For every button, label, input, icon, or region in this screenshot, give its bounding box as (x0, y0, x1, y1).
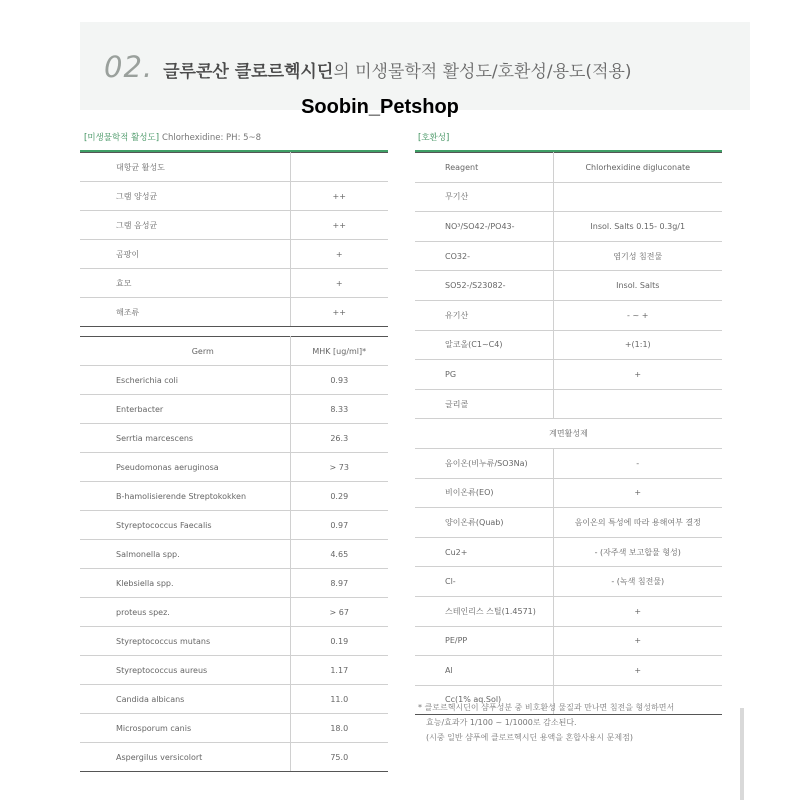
right-section-label (418, 131, 449, 143)
reagent-name: 음이온(비누류/SO3Na) (415, 448, 553, 478)
compat-header-row (415, 153, 722, 183)
mhk-value: > 73 (290, 453, 388, 482)
germ-name: Aspergilus versicolort (80, 743, 290, 772)
germ-name: Microsporum canis (80, 714, 290, 743)
title-rest: 의 미생물학적 활성도/호환성/용도(적용) (333, 62, 632, 82)
reagent-name: 스테인리스 스틸(1.4571) (415, 596, 553, 626)
compat-row (415, 656, 722, 686)
compat-row (415, 182, 722, 212)
reagent-value: - ~ + (553, 300, 722, 330)
activity-value: ++ (290, 211, 388, 240)
compat-row (415, 360, 722, 390)
compat-row (415, 241, 722, 271)
mhk-table (80, 336, 388, 772)
mhk-row (80, 656, 388, 685)
reagent-value: + (553, 596, 722, 626)
germ-name: Salmonella spp. (80, 540, 290, 569)
compat-row (415, 478, 722, 508)
reagent-name: 양이온류(Quab) (415, 508, 553, 538)
mhk-value: 18.0 (290, 714, 388, 743)
reagent-value: Insol. Salts 0.15- 0.3g/1 (553, 212, 722, 242)
mhk-row (80, 540, 388, 569)
reagent-name: 알코올(C1~C4) (415, 330, 553, 360)
reagent-value: + (553, 478, 722, 508)
mhk-row (80, 569, 388, 598)
reagent-name: 비이온류(EO) (415, 478, 553, 508)
germ-name: B-hamolisierende Streptokokken (80, 482, 290, 511)
reagent-value: 음이온의 특성에 따라 용해여부 결정 (553, 508, 722, 538)
compat-label-ko: [호환성] (418, 133, 450, 143)
reagent-value: + (553, 360, 722, 390)
footnote (418, 700, 674, 745)
reagent-name: Cu2+ (415, 537, 553, 567)
mhk-value: 8.33 (290, 395, 388, 424)
reagent-value: Insol. Salts (553, 271, 722, 301)
compat-row (415, 212, 722, 242)
surfactant-span-label: 계면활성제 (415, 419, 722, 449)
value-header: Chlorhexidine digluconate (553, 153, 722, 183)
mhk-value: 11.0 (290, 685, 388, 714)
activity-label-ko: [미생물학적 활성도] (84, 133, 160, 143)
germ-name: Klebsiella spp. (80, 569, 290, 598)
activity-value (290, 153, 388, 182)
mhk-value: 8.97 (290, 569, 388, 598)
compat-row (415, 537, 722, 567)
activity-label-en: Chlorhexidine: PH: 5~8 (162, 133, 262, 143)
activity-value: ++ (290, 298, 388, 327)
reagent-name: Al (415, 656, 553, 686)
compat-row (415, 271, 722, 301)
mhk-value: 0.19 (290, 627, 388, 656)
compat-row (415, 389, 722, 419)
reagent-name: PE/PP (415, 626, 553, 656)
activity-value: + (290, 269, 388, 298)
reagent-name: NO³/SO42-/PO43- (415, 212, 553, 242)
compat-row (415, 330, 722, 360)
compat-row (415, 300, 722, 330)
activity-value: ++ (290, 182, 388, 211)
mhk-value: > 67 (290, 598, 388, 627)
mhk-value: 4.65 (290, 540, 388, 569)
reagent-name: 무기산 (415, 182, 553, 212)
mhk-row (80, 453, 388, 482)
activity-row (80, 211, 388, 240)
activity-name: 그램 음성균 (80, 211, 290, 240)
germ-name: Styreptococcus Faecalis (80, 511, 290, 540)
mhk-header: MHK [ug/ml]* (290, 337, 388, 366)
mhk-row (80, 511, 388, 540)
mhk-row (80, 685, 388, 714)
activity-value: + (290, 240, 388, 269)
footnote-line: (시중 일반 샴푸에 클로르헥시딘 용액을 혼합사용시 문제점) (426, 733, 633, 742)
germ-name: Serrtia marcescens (80, 424, 290, 453)
mhk-row (80, 714, 388, 743)
reagent-value: - (자주색 보고합물 형성) (553, 537, 722, 567)
reagent-header: Reagent (415, 153, 553, 183)
footnote-line: * 클로르헥시딘이 샴푸성분 중 비호환성 물질과 만나면 침전을 형성하면서 (418, 703, 675, 712)
mhk-value: 1.17 (290, 656, 388, 685)
mhk-value: 26.3 (290, 424, 388, 453)
mhk-value: 0.29 (290, 482, 388, 511)
mhk-value: 0.93 (290, 366, 388, 395)
reagent-name: 유기산 (415, 300, 553, 330)
mhk-row (80, 627, 388, 656)
reagent-value: - (녹색 침전물) (553, 567, 722, 597)
germ-name: Pseudomonas aeruginosa (80, 453, 290, 482)
germ-header: Germ (80, 337, 290, 366)
activity-name: 대항균 활성도 (80, 153, 290, 182)
mhk-row (80, 366, 388, 395)
mhk-value: 75.0 (290, 743, 388, 772)
compat-table (415, 152, 722, 715)
section-number: 02. (104, 50, 154, 84)
germ-name: Enterbacter (80, 395, 290, 424)
reagent-value (553, 389, 722, 419)
germ-name: Styreptococcus aureus (80, 656, 290, 685)
left-section-label (84, 131, 261, 143)
reagent-name: Cc(1% aq.Sol) (415, 685, 553, 715)
activity-name: 해조류 (80, 298, 290, 327)
mhk-header-row (80, 337, 388, 366)
compat-row (415, 596, 722, 626)
reagent-value: +(1:1) (553, 330, 722, 360)
watermark-text: Soobin_Petshop (301, 96, 459, 118)
mhk-row (80, 598, 388, 627)
mhk-row (80, 424, 388, 453)
activity-table (80, 152, 388, 327)
activity-row (80, 182, 388, 211)
reagent-value: 염기성 침전물 (553, 241, 722, 271)
reagent-name: SO52-/S23082- (415, 271, 553, 301)
activity-row (80, 153, 388, 182)
compat-span-row (415, 419, 722, 449)
mhk-row (80, 743, 388, 772)
reagent-value: + (553, 656, 722, 686)
mhk-row (80, 482, 388, 511)
title-bold: 글루콘산 클로르헥시딘 (163, 62, 334, 82)
scroll-edge-bar (740, 708, 744, 800)
reagent-name: PG (415, 360, 553, 390)
reagent-name: 글리콜 (415, 389, 553, 419)
footnote-line: 효능/효과가 1/100 ~ 1/1000로 감소된다. (426, 718, 577, 727)
mhk-value: 0.97 (290, 511, 388, 540)
activity-row (80, 298, 388, 327)
activity-name: 그램 양성균 (80, 182, 290, 211)
germ-name: Escherichia coli (80, 366, 290, 395)
activity-name: 효모 (80, 269, 290, 298)
mhk-row (80, 395, 388, 424)
document-title (104, 50, 632, 84)
activity-row (80, 240, 388, 269)
reagent-name: Cl- (415, 567, 553, 597)
compat-row (415, 448, 722, 478)
compat-row (415, 626, 722, 656)
germ-name: proteus spez. (80, 598, 290, 627)
reagent-value: - (553, 448, 722, 478)
germ-name: Styreptococcus mutans (80, 627, 290, 656)
activity-name: 곰팡이 (80, 240, 290, 269)
compat-row (415, 508, 722, 538)
germ-name: Candida albicans (80, 685, 290, 714)
reagent-value: + (553, 626, 722, 656)
reagent-value (553, 182, 722, 212)
activity-row (80, 269, 388, 298)
compat-row (415, 567, 722, 597)
reagent-name: CO32- (415, 241, 553, 271)
